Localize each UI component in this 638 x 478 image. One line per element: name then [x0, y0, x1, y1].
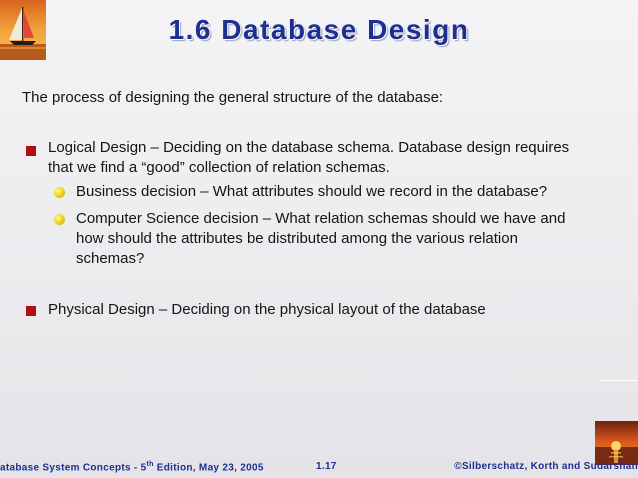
footer-book-info — [0, 461, 264, 473]
slide-title: 1.6 Database Design — [168, 14, 470, 45]
footer-edition-sup: th — [146, 461, 154, 468]
footer-page-number: 1.17 — [316, 461, 337, 472]
round-bullet-icon — [54, 187, 65, 198]
logical-design-line-1: Logical Design – Deciding on the database schema. Database design requires — [48, 139, 570, 156]
cs-decision-line-1: Computer Science decision – What relation schemas should we have and — [76, 210, 566, 227]
divider-line — [600, 380, 638, 381]
square-bullet-icon — [26, 306, 36, 316]
cs-decision-line-2: how should the attributes be distributed among the various relation — [76, 230, 518, 247]
sunset-logo-icon — [595, 421, 638, 465]
cs-decision-item — [76, 209, 621, 269]
footer-book-text: atabase System Concepts - 5 — [0, 462, 147, 474]
round-bullet-icon — [54, 214, 65, 225]
intro-text: The process of designing the general structure of the database: — [22, 89, 444, 106]
business-decision-item: Business decision – What attributes should we record in the database? — [76, 183, 548, 200]
logical-design-item — [48, 138, 623, 178]
square-bullet-icon — [26, 146, 36, 156]
cs-decision-line-3: schemas? — [76, 250, 145, 267]
footer-date-text: Edition, May 23, 2005 — [153, 462, 264, 474]
logical-design-line-2: that we find a “good” collection of relation schemas. — [48, 159, 390, 176]
physical-design-item: Physical Design – Deciding on the physical layout of the database — [48, 301, 486, 318]
footer-copyright: ©Silberschatz, Korth and Sudarshan — [454, 461, 638, 472]
